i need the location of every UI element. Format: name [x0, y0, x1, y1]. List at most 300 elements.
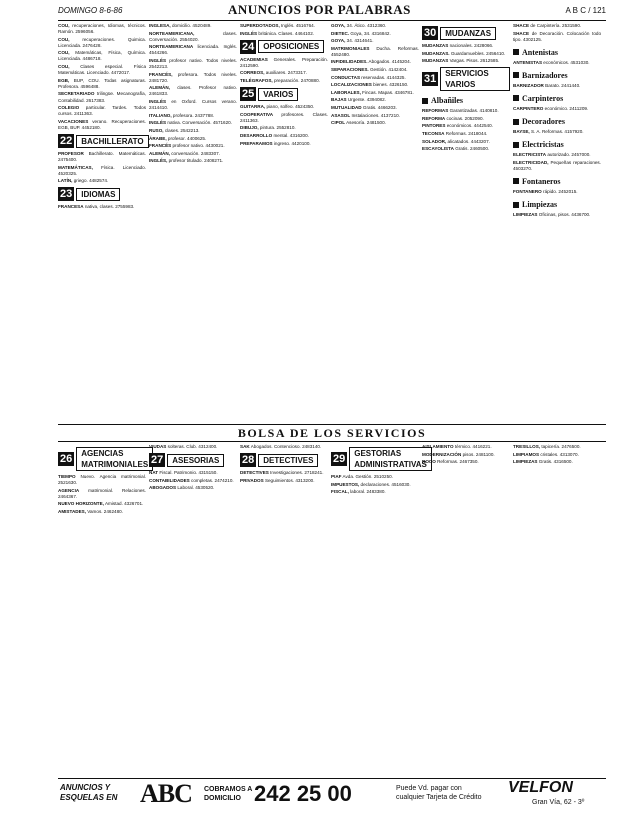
ad-text: autorizado. 2457000.	[547, 152, 591, 158]
footer-velfon-logo: VELFON	[508, 779, 573, 796]
ad-text: nativa, clases. 2755983.	[84, 204, 135, 210]
ad-keyword: GOYA,	[331, 38, 346, 44]
classified-ad	[422, 139, 510, 145]
ad-text: verano. Recuperaciones. EGB, BUP. 4452180.	[58, 118, 146, 130]
footer-abc-logo: ABC	[140, 779, 192, 808]
section-header	[58, 447, 149, 471]
section-title: MUDANZAS	[440, 27, 496, 40]
ad-keyword: COLEGIO	[58, 105, 80, 111]
ad-keyword: LIMPIEZAS	[513, 212, 538, 218]
ad-keyword: SECRETARIADO	[58, 91, 95, 97]
classified-ad	[422, 146, 510, 152]
classified-ad	[149, 85, 237, 97]
ad-keyword: PINTORES	[422, 123, 446, 129]
ad-text: Gestión. 4142404.	[369, 67, 408, 73]
header-page-number: A B C / 121	[565, 6, 606, 15]
section-number: 30	[424, 27, 437, 39]
classified-ad	[331, 82, 419, 88]
classified-ad	[240, 133, 328, 139]
classified-ad	[58, 501, 146, 507]
ad-text: clases. Profesor nativo. 2461833.	[149, 85, 238, 97]
ad-keyword: EGB,	[58, 77, 70, 83]
classified-ad	[513, 212, 601, 218]
ad-text: pintura. 2552810.	[259, 125, 296, 131]
classified-ad	[149, 158, 237, 164]
ad-keyword: FRANCÉS,	[149, 71, 173, 77]
classified-ad	[149, 478, 237, 484]
ad-keyword: SUPERDOTADOS,	[240, 23, 280, 28]
ad-text: Abogados. Contencioso. 2483140.	[250, 444, 322, 449]
classified-ad	[331, 120, 419, 126]
classified-ad	[240, 31, 328, 37]
classified-ad	[58, 178, 146, 184]
ad-keyword: CONDUCTAS	[331, 74, 361, 80]
ad-text: auxiliares. 2473317.	[265, 70, 307, 76]
ad-text: trilingüe. Mecanografía, Contabilidad. 2617383.	[58, 91, 146, 103]
ad-text: mental. 4316200.	[273, 132, 309, 138]
ad-keyword: INGLÉS	[149, 120, 167, 126]
ad-text: Matemáticas, Física, Química. Licenciada. 4486718.	[58, 50, 146, 62]
ad-text: térmico. 4416221.	[454, 444, 492, 449]
footer-pay-text	[396, 784, 481, 802]
ad-text: Gratis. 4316500.	[538, 459, 573, 465]
footer-pay-line1: Puede Vd. pagar con	[396, 785, 462, 792]
subsection-header	[513, 116, 601, 127]
ad-keyword: INGLÉS	[149, 99, 167, 105]
classified-ad	[331, 105, 419, 111]
ad-text: reservadas. 4144325.	[361, 74, 406, 80]
classified-ad	[240, 112, 328, 124]
square-bullet-icon	[513, 202, 519, 208]
ad-text: recuperaciones. Quimica. Licenciada. 2476428.	[58, 36, 146, 48]
ad-keyword: NORTEAMERICANA,	[149, 30, 195, 36]
ad-keyword: SAK	[240, 444, 250, 449]
ad-text: declaraciones. 4516030.	[360, 481, 411, 487]
ad-text: Nuevo. Agencia matrimonial. 2521630.	[58, 474, 146, 486]
subsection-title: Albañiles	[431, 96, 464, 106]
subsection-title: Barnizadores	[522, 70, 568, 80]
section-title: GESTORIAS ADMINISTRATIVAS	[349, 447, 432, 471]
ad-keyword: VIUDAS	[149, 444, 167, 449]
classified-ad	[513, 83, 601, 89]
classified-ad	[331, 90, 419, 96]
ad-keyword: BAYSE,	[513, 129, 530, 135]
ad-text: económicos. 4442540.	[446, 123, 493, 129]
ad-text: Generales. Preparación. 2412590.	[240, 56, 328, 68]
ad-keyword: MATRIMONIALES	[331, 45, 370, 51]
classified-ad	[240, 70, 328, 76]
ad-keyword: PREPARAMOS	[240, 140, 273, 146]
ad-text: Reformas. 2467350.	[437, 459, 479, 465]
ad-keyword: ASASOL	[331, 112, 351, 118]
ad-text: Pequeñas reparaciones. 4503270.	[513, 159, 601, 171]
ad-text: profesores. Clases. 2411363.	[240, 111, 328, 123]
section-title: ASESORIAS	[167, 454, 224, 467]
ad-text: griego. 4482574.	[73, 178, 109, 184]
ad-column	[58, 444, 149, 774]
ad-keyword: ROCO	[422, 459, 436, 465]
classified-ad	[149, 136, 237, 142]
ad-text: económico. 2411209.	[544, 105, 589, 111]
subsection-header	[513, 139, 601, 150]
ad-column	[149, 23, 237, 421]
ad-keyword: COOPERATIVA	[240, 111, 274, 117]
classified-ad	[331, 46, 419, 58]
ad-column	[513, 444, 601, 774]
ad-keyword: SHACE	[513, 30, 530, 36]
ad-text: Laboral. 4530520.	[177, 485, 215, 491]
section-number: 24	[242, 40, 255, 53]
section-header	[240, 453, 328, 467]
ad-text: Asesoría. 2481500.	[346, 120, 386, 126]
ad-text: S. A. Reformas. 4157920.	[530, 129, 584, 135]
footer-mid-line1: COBRAMOS A	[204, 786, 253, 793]
ad-text: Avda. Gestión. 2510250.	[342, 474, 393, 479]
subsection-header	[513, 47, 601, 58]
ad-text: cocinas. 2052090.	[446, 115, 484, 121]
classified-ad	[513, 452, 601, 458]
classified-ad	[58, 204, 146, 210]
subsection-header	[422, 95, 510, 106]
section-title: OPOSICIONES	[258, 40, 324, 53]
ad-text: licenciada. Inglés. 4544266.	[149, 44, 237, 56]
ad-keyword: INGLÉS	[149, 57, 167, 63]
section-number: 27	[151, 454, 164, 467]
classified-ad	[58, 165, 146, 177]
ad-text: Amistad. 4326701.	[104, 501, 144, 507]
ad-text: 34. Ático. 4312360.	[346, 23, 387, 28]
ad-text: Abogados. 4145204.	[368, 59, 411, 65]
section-number: 26	[60, 453, 73, 465]
ad-text: Gratis. 4466203.	[362, 105, 397, 111]
classified-ad	[513, 106, 601, 112]
classified-ad	[422, 43, 510, 49]
footer-pay-line2: cualquier Tarjeta de Crédito	[396, 794, 482, 801]
classified-ad	[58, 50, 146, 62]
ad-text: Bachillerato. Matemáticas. 2475400.	[58, 151, 146, 163]
classified-ad	[422, 123, 510, 129]
ad-keyword: DIBUJO,	[240, 125, 259, 131]
ad-keyword: BARNIZADOR	[513, 82, 544, 88]
footer-mid-text	[204, 785, 252, 803]
classified-ad	[513, 459, 601, 465]
subsection-title: Fontaneros	[522, 176, 561, 186]
ad-column	[240, 23, 328, 421]
ad-text: Fincas. Mapas. 4346781.	[362, 89, 414, 95]
classified-ad	[58, 23, 146, 35]
footer-mid-line2: DOMICILIO	[204, 795, 241, 802]
section-title: DETECTIVES	[258, 454, 318, 467]
ad-text: preparación. 2470880.	[273, 77, 320, 83]
section-header	[331, 447, 427, 471]
ad-text: Instalaciones. 4137210.	[351, 112, 400, 118]
ad-keyword: DIETEC.	[331, 30, 350, 36]
ad-text: recuperaciones, Idiomas, técnicos. Ramón. 2596056.	[58, 23, 146, 35]
ad-text: bienes. 4326150.	[373, 82, 409, 88]
ad-keyword: PROFESOR	[58, 151, 84, 156]
footer-phone: 242 25 00	[254, 781, 352, 806]
ad-column	[331, 23, 419, 421]
ad-text: completas. 2474210.	[191, 477, 234, 483]
ad-text: Urgente. 4394082.	[347, 97, 386, 103]
subsection-title: Limpiezas	[522, 200, 558, 210]
ad-keyword: GOYA,	[331, 23, 346, 28]
ad-keyword: AMISTADES,	[58, 508, 86, 514]
ad-keyword: ÁRABE,	[149, 135, 167, 141]
ad-keyword: AGENCIA	[58, 487, 80, 493]
ad-keyword: NAT	[149, 470, 159, 476]
classified-ad	[149, 444, 237, 450]
classified-ad	[58, 105, 146, 117]
ad-text: Vamos. 2462480.	[87, 508, 123, 514]
ad-text: profesora. 2437788.	[172, 112, 215, 118]
square-bullet-icon	[513, 119, 519, 125]
ad-keyword: ABOGADOS	[149, 485, 177, 491]
ad-keyword: DESARROLLO	[240, 132, 273, 138]
header-rule	[58, 20, 606, 21]
classified-ad	[513, 444, 601, 450]
square-bullet-icon	[513, 72, 519, 78]
ad-keyword: ANTENISTAS	[513, 59, 543, 65]
ad-keyword: LATÍN,	[58, 178, 73, 184]
section-number: 31	[424, 73, 437, 86]
ad-keyword: INFIDELIDADES.	[331, 59, 368, 65]
ad-text: Guardamuebles. 2456410.	[450, 50, 506, 56]
classified-ad	[331, 31, 419, 37]
ad-keyword: ITALIANO,	[149, 112, 172, 118]
ad-keyword: ACADEMIAS	[240, 56, 268, 62]
ad-text: Vargas. Pisos. 2612585.	[449, 58, 500, 64]
ad-text: Física. Licenciado. 4520325.	[58, 164, 147, 176]
classified-ad	[422, 108, 510, 114]
ad-text: Oficinas, pisos. 4436700.	[538, 212, 591, 218]
ad-text: laboral. 2483380.	[350, 489, 386, 495]
classified-ad	[513, 160, 601, 172]
ad-keyword: VACACIONES	[58, 118, 89, 124]
classified-ad	[58, 64, 146, 76]
ad-keyword: CARPINTERO	[513, 105, 544, 111]
bolsa-banner: BOLSA DE LOS SERVICIOS	[58, 424, 606, 442]
ad-keyword: ALEMÁN,	[149, 150, 170, 156]
ad-column	[513, 23, 601, 421]
ad-keyword: TRESILLOS,	[513, 444, 541, 449]
classified-ad	[240, 141, 328, 147]
classified-ad	[58, 151, 146, 163]
ad-keyword: TIEMPO	[58, 474, 76, 479]
ad-keyword: INGLESA,	[149, 23, 171, 28]
section-header	[149, 453, 237, 467]
classified-ad	[331, 59, 419, 65]
ad-text: BUP, COU. Todas asignaturas. Profesora. 4596488.	[58, 77, 146, 89]
ad-keyword: COU,	[58, 64, 70, 70]
section-title: BACHILLERATO	[76, 135, 148, 148]
classified-ad	[513, 129, 601, 135]
classified-ad	[513, 31, 601, 43]
ad-keyword: SEPARACIONES.	[331, 67, 369, 73]
ad-text: pisos. 2481100.	[462, 451, 495, 457]
classified-ad	[240, 470, 328, 476]
ad-text: ingreso. 4420100.	[273, 140, 311, 146]
classified-ad	[240, 104, 328, 110]
ad-keyword: INGLÉS,	[149, 158, 168, 164]
classified-ad	[149, 485, 237, 491]
section-header	[422, 26, 510, 40]
section-number: 22	[60, 135, 73, 147]
ad-keyword: FISCAL,	[331, 489, 349, 495]
page-header	[58, 2, 606, 20]
classified-ad	[331, 97, 419, 103]
subsection-header	[513, 93, 601, 104]
ad-column	[422, 23, 510, 421]
classified-ad	[331, 474, 419, 480]
section-title: SERVICIOS VARIOS	[440, 67, 510, 91]
classified-ad	[149, 113, 237, 119]
ad-keyword: PIAF	[331, 474, 342, 479]
ad-text: clases. Conversación. 2554020.	[149, 30, 237, 42]
ad-keyword: ELECTRICIDAD,	[513, 159, 549, 165]
classified-ad	[513, 152, 601, 158]
footer-address: Gran Vía, 62 - 3º	[532, 799, 585, 806]
ad-text: profesor nativo. Todos niveles. 2542213.	[149, 57, 237, 70]
ad-text: profesor nativo. 4430021.	[172, 143, 225, 149]
ad-text: Ducha. Reformas. 4552480.	[331, 45, 419, 57]
classified-ad	[240, 444, 328, 450]
ad-column	[331, 444, 427, 774]
ad-keyword: RUSO,	[149, 127, 164, 133]
classified-ad	[331, 489, 419, 495]
classified-ad	[422, 51, 510, 57]
ad-keyword: LIMPIAMOS	[513, 451, 540, 457]
classified-ad	[58, 474, 146, 486]
ad-text: rápido. 2452015.	[543, 188, 578, 194]
section-title: AGENCIAS MATRIMONIALES	[76, 447, 153, 471]
footer-left-line1: ANUNCIOS Y	[60, 783, 111, 792]
ad-keyword: MUDANZAS	[422, 43, 449, 48]
subsection-title: Decoradores	[522, 117, 565, 127]
ad-keyword: CONTABILIDADES	[149, 477, 190, 483]
ad-keyword: MUTUALIDAD	[331, 105, 362, 111]
square-bullet-icon	[422, 98, 428, 104]
section-header	[240, 40, 328, 54]
classified-ad	[240, 125, 328, 131]
ad-text: británica. Clases. 4464102.	[258, 30, 315, 36]
section-title: VARIOS	[258, 88, 298, 101]
ad-keyword: PRIVADOS	[240, 477, 264, 483]
ad-column	[240, 444, 328, 774]
ad-keyword: COU,	[58, 23, 70, 28]
classified-ad	[240, 78, 328, 84]
ad-text: nativa. Conversación. 4571620.	[167, 120, 233, 126]
ad-keyword: COU,	[58, 36, 70, 42]
ad-keyword: LOCALIZACIONES	[331, 82, 372, 88]
ad-text: nacionales. 2428066.	[449, 43, 494, 48]
classified-ad	[149, 58, 237, 70]
header-title: ANUNCIOS POR PALABRAS	[228, 2, 411, 17]
section-header	[422, 67, 510, 91]
ad-keyword: FRANCÉS	[149, 143, 172, 149]
ad-keyword: BAJAS	[331, 97, 347, 103]
ad-keyword: GUITARRA,	[240, 104, 266, 110]
ad-keyword: ELECTRICISTA	[513, 152, 547, 158]
ad-keyword: NUEVO HORIZONTE,	[58, 501, 104, 507]
classified-ad	[422, 58, 510, 64]
ad-keyword: ESCAYOLISTA	[422, 146, 454, 152]
section-header	[58, 187, 146, 201]
ad-keyword: LABORALES,	[331, 89, 361, 95]
square-bullet-icon	[513, 95, 519, 101]
ad-text: profesora. Todos niveles. 2481720.	[149, 71, 237, 83]
classified-ad	[58, 488, 146, 500]
ad-text: domicilio. 4520489.	[171, 23, 212, 28]
classified-ad	[149, 128, 237, 134]
ad-keyword: CORREOS,	[240, 70, 265, 76]
classified-ad	[240, 478, 328, 484]
classified-ad	[331, 75, 419, 81]
ad-keyword: LIMPIEZAS	[513, 459, 538, 465]
classified-ad	[58, 91, 146, 103]
classified-ad	[149, 44, 237, 56]
classified-ad	[149, 143, 237, 149]
section-title: IDIOMAS	[76, 188, 120, 201]
subsection-header	[513, 199, 601, 210]
ad-text: conversación. 2483307.	[171, 150, 220, 156]
ad-text: Seguimientos. 4313200.	[264, 477, 315, 483]
classified-ad	[422, 459, 510, 465]
ad-keyword: FRANCESA	[58, 204, 84, 210]
ad-text: Gratis. 2460500.	[455, 146, 490, 152]
ad-keyword: TECONSA	[422, 131, 445, 137]
ad-column	[149, 444, 237, 774]
classified-ad	[331, 67, 419, 73]
ad-keyword: MUDANZAS	[422, 58, 449, 64]
classified-ad	[422, 116, 510, 122]
section-header	[240, 87, 328, 101]
ad-text: profesor titulado. 2408271.	[168, 158, 224, 164]
section-number: 23	[60, 188, 73, 201]
ad-keyword: TELÉGRAFOS,	[240, 77, 273, 83]
subsection-title: Electricistas	[522, 140, 564, 150]
ad-text: de Carpintería. 2531590.	[530, 23, 582, 28]
ad-keyword: CIPOL	[331, 120, 346, 126]
newspaper-page	[58, 0, 606, 836]
classified-ad	[513, 189, 601, 195]
classified-ad	[240, 57, 328, 69]
classified-ad	[331, 113, 419, 119]
classified-ad	[331, 482, 419, 488]
footer-left-text	[60, 783, 117, 803]
ad-text: Garantizadas. 4140810.	[449, 108, 499, 114]
ad-text: Investigaciones. 2718241.	[270, 470, 324, 476]
classified-ad	[58, 78, 146, 90]
classified-ad	[149, 99, 237, 111]
ad-text: tapicería. 2476500.	[541, 444, 581, 449]
ad-keyword: SOLADOR,	[422, 138, 447, 144]
classified-ad	[331, 23, 419, 29]
ad-keyword: INGLÉS	[240, 30, 258, 36]
ad-keyword: FONTANERO	[513, 188, 542, 194]
classified-ad	[58, 119, 146, 131]
ad-text: Barato. 2441440.	[545, 82, 581, 88]
classified-ad	[58, 509, 146, 515]
ad-text: profesor. 4400625.	[167, 135, 207, 141]
ad-text: alicatados. 4443207.	[447, 138, 490, 144]
ad-text: clases. 2542213.	[164, 127, 200, 133]
section-number: 28	[242, 454, 255, 467]
classified-ad	[331, 38, 419, 44]
classified-ad	[422, 452, 510, 458]
ad-keyword: MATEMÁTICAS,	[58, 164, 93, 170]
ad-text: matrimonial. Relaciones. 2464367.	[58, 487, 147, 499]
